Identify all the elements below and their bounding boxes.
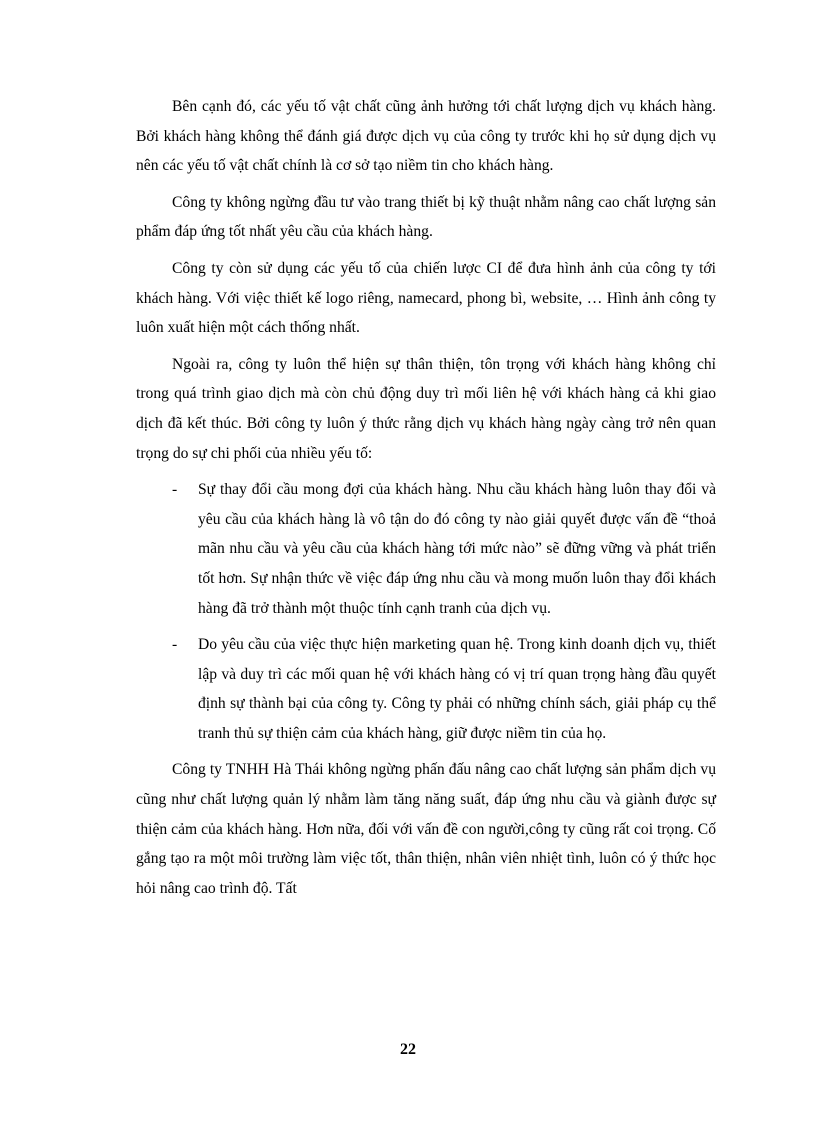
page-body: [136, 92, 716, 910]
bullet-item-changing-expectations: [136, 475, 716, 623]
paragraph-equipment-investment: Công ty không ngừng đầu tư vào trang thiết bị kỹ thuật nhằm nâng cao chất lượng sản phẩm đáp ứng tốt nhất yêu cầu của khách hàng.: [136, 193, 716, 241]
bullet-text: Sự thay đổi cầu mong đợi của khách hàng. Nhu cầu khách hàng luôn thay đổi và yêu cầu của khách hàng là vô tận do đó công ty nào giải quyết được vấn đề “thoả mãn nhu cầu và yêu cầu của khách hàng tới mức nào” sẽ đững vững và phát triển tốt hơn. Sự nhận thức về việc đáp ứng nhu cầu và mong muốn luôn thay đổi khách hàng đã trở thành một thuộc tính cạnh tranh của dịch vụ.: [198, 481, 716, 617]
bullet-marker: -: [172, 636, 178, 654]
paragraph-ci-strategy: Công ty còn sử dụng các yếu tố của chiến lược CI để đưa hình ảnh của công ty tới khách hàng. Với việc thiết kế logo riêng, namecard, phong bì, website, … Hình ảnh công ty luôn xuất hiện một cách thống nhất.: [136, 259, 716, 337]
paragraph-company-efforts: Công ty TNHH Hà Thái không ngừng phấn đấu nâng cao chất lượng sản phẩm dịch vụ cũng như chất lượng quản lý nhằm làm tăng năng suất, đáp ứng nhu cầu và giành được sự thiện cảm của khách hàng. Hơn nữa, đối với vấn đề con người,công ty cũng rất coi trọng. Cố gắng tạo ra một môi trường làm việc tốt, thân thiện, nhân viên nhiệt tình, luôn có ý thức học hỏi nâng cao trình độ. Tất: [136, 761, 716, 897]
bullet-item-relationship-marketing: [136, 630, 716, 748]
bullet-text: Do yêu cầu của việc thực hiện marketing quan hệ. Trong kinh doanh dịch vụ, thiết lập và duy trì các mối quan hệ với khách hàng có vị trí quan trọng hàng đầu quyết định sự thành bại của công ty. Công ty phải có những chính sách, giải pháp cụ thể tranh thủ sự thiện cảm của khách hàng, giữ được niềm tin của họ.: [198, 636, 716, 742]
paragraph-physical-factors: Bên cạnh đó, các yếu tố vật chất cũng ảnh hưởng tới chất lượng dịch vụ khách hàng. Bởi khách hàng không thể đánh giá được dịch vụ của công ty trước khi họ sử dụng dịch vụ nên các yếu tố vật chất chính là cơ sở tạo niềm tin cho khách hàng.: [136, 98, 716, 175]
bullet-marker: -: [172, 481, 178, 499]
page-number: 22: [400, 1041, 416, 1058]
paragraph-customer-relations: Ngoài ra, công ty luôn thể hiện sự thân thiện, tôn trọng với khách hàng không chỉ trong quá trình giao dịch mà còn chủ động duy trì mối liên hệ với khách hàng cả khi giao dịch đã kết thúc. Bởi công ty luôn ý thức rằng dịch vụ khách hàng ngày càng trở nên quan trọng do sự chi phối của nhiều yếu tố:: [136, 355, 716, 462]
